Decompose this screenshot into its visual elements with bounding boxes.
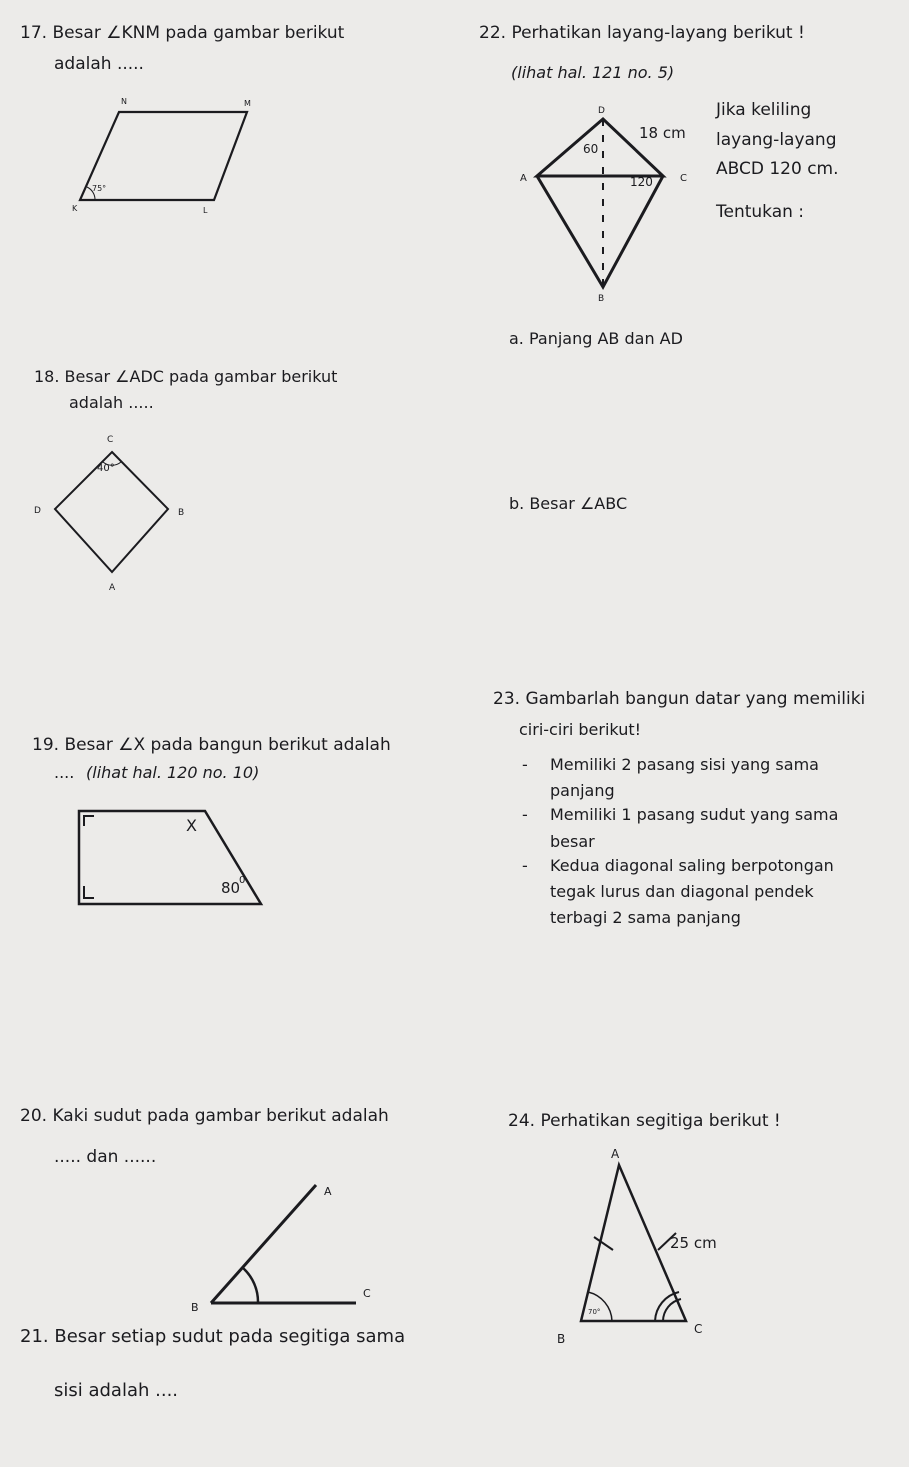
q18-label-c: C xyxy=(107,435,114,445)
q17-angle-label: 75° xyxy=(92,184,107,193)
q23-text-line2: ciri-ciri berikut! xyxy=(519,720,642,739)
q24-text-line1: 24. Perhatikan segitiga berikut ! xyxy=(508,1111,781,1131)
q18-text-line1: 18. Besar ∠ADC pada gambar berikut xyxy=(34,367,338,386)
q23-bullet2-line2: besar xyxy=(550,832,595,851)
q18-label-d: D xyxy=(34,506,41,516)
q20-text-line1: 20. Kaki sudut pada gambar berikut adalah xyxy=(20,1106,389,1126)
q24-angle-label: 70° xyxy=(588,1308,601,1316)
q17-text-line1: 17. Besar ∠KNM pada gambar berikut xyxy=(20,23,345,43)
q24-label-b: B xyxy=(557,1332,566,1346)
q22-side-text2: layang-layang xyxy=(716,130,837,150)
q18-label-a: A xyxy=(109,583,116,593)
q17-text-line2: adalah ..... xyxy=(54,54,144,74)
q21-text-line1: 21. Besar setiap sudut pada segitiga sama xyxy=(20,1326,406,1347)
q20-text-line2: ..... dan ...... xyxy=(54,1147,157,1167)
q24-tick-ab xyxy=(594,1237,613,1250)
q17-label-k: K xyxy=(72,204,78,213)
q23-bullet1-dash: - xyxy=(522,755,528,774)
q17-label-l: L xyxy=(203,206,208,215)
q20-label-b: B xyxy=(191,1301,199,1314)
q19-label-x: X xyxy=(186,816,197,835)
q23-bullet1-line2: panjang xyxy=(550,781,615,800)
q22-part-b: b. Besar ∠ABC xyxy=(509,494,628,513)
q22-length-label: 18 cm xyxy=(639,124,686,142)
q22-side-text1: Jika keliling xyxy=(716,100,812,120)
q18-label-b: B xyxy=(178,508,185,518)
q23-text-line1: 23. Gambarlah bangun datar yang memiliki xyxy=(493,689,866,709)
q23-bullet3-line2: tegak lurus dan diagonal pendek xyxy=(550,882,814,901)
q23-bullet3-line3: terbagi 2 sama panjang xyxy=(550,908,741,927)
q17-label-n: N xyxy=(121,97,127,106)
q23-bullet2-dash: - xyxy=(522,805,528,824)
q19-degree-sign: 0 xyxy=(239,875,246,886)
q22-part-a: a. Panjang AB dan AD xyxy=(509,329,683,348)
q19-text-line1: 19. Besar ∠X pada bangun berikut adalah xyxy=(32,735,391,755)
q20-label-c: C xyxy=(363,1287,371,1300)
q22-label-d: D xyxy=(598,106,605,116)
q23-bullet2-line1: Memiliki 1 pasang sudut yang sama xyxy=(550,805,839,824)
q24-length-label: 25 cm xyxy=(670,1234,717,1252)
q19-ref: (lihat hal. 120 no. 10) xyxy=(86,763,260,782)
q24-label-c: C xyxy=(694,1322,703,1336)
q22-side-text3: ABCD 120 cm. xyxy=(716,159,839,179)
q22-text-line1: 22. Perhatikan layang-layang berikut ! xyxy=(479,23,805,43)
q22-ref: (lihat hal. 121 no. 5) xyxy=(511,63,675,82)
q19-dots: .... xyxy=(54,763,75,782)
q23-bullet3-dash: - xyxy=(522,856,528,875)
q22-side-text4: Tentukan : xyxy=(716,202,805,222)
q18-angle-label: 40° xyxy=(97,463,115,474)
q20-label-a: A xyxy=(324,1185,332,1198)
q18-text-line2: adalah ..... xyxy=(69,393,154,412)
q24-label-a: A xyxy=(611,1147,620,1161)
q23-bullet1-line1: Memiliki 2 pasang sisi yang sama xyxy=(550,755,819,774)
q22-angle-120: 120 xyxy=(630,175,653,189)
q22-label-b: B xyxy=(598,294,605,304)
q19-angle-label: 80 xyxy=(221,879,241,897)
q22-label-a: A xyxy=(520,173,527,184)
q22-label-c: C xyxy=(680,173,687,184)
q23-bullet3-line1: Kedua diagonal saling berpotongan xyxy=(550,856,834,875)
q21-text-line2: sisi adalah .... xyxy=(54,1380,179,1401)
q24-angle-arc-b xyxy=(588,1292,612,1321)
q22-angle-60: 60 xyxy=(583,142,599,156)
q17-label-m: M xyxy=(244,99,251,108)
